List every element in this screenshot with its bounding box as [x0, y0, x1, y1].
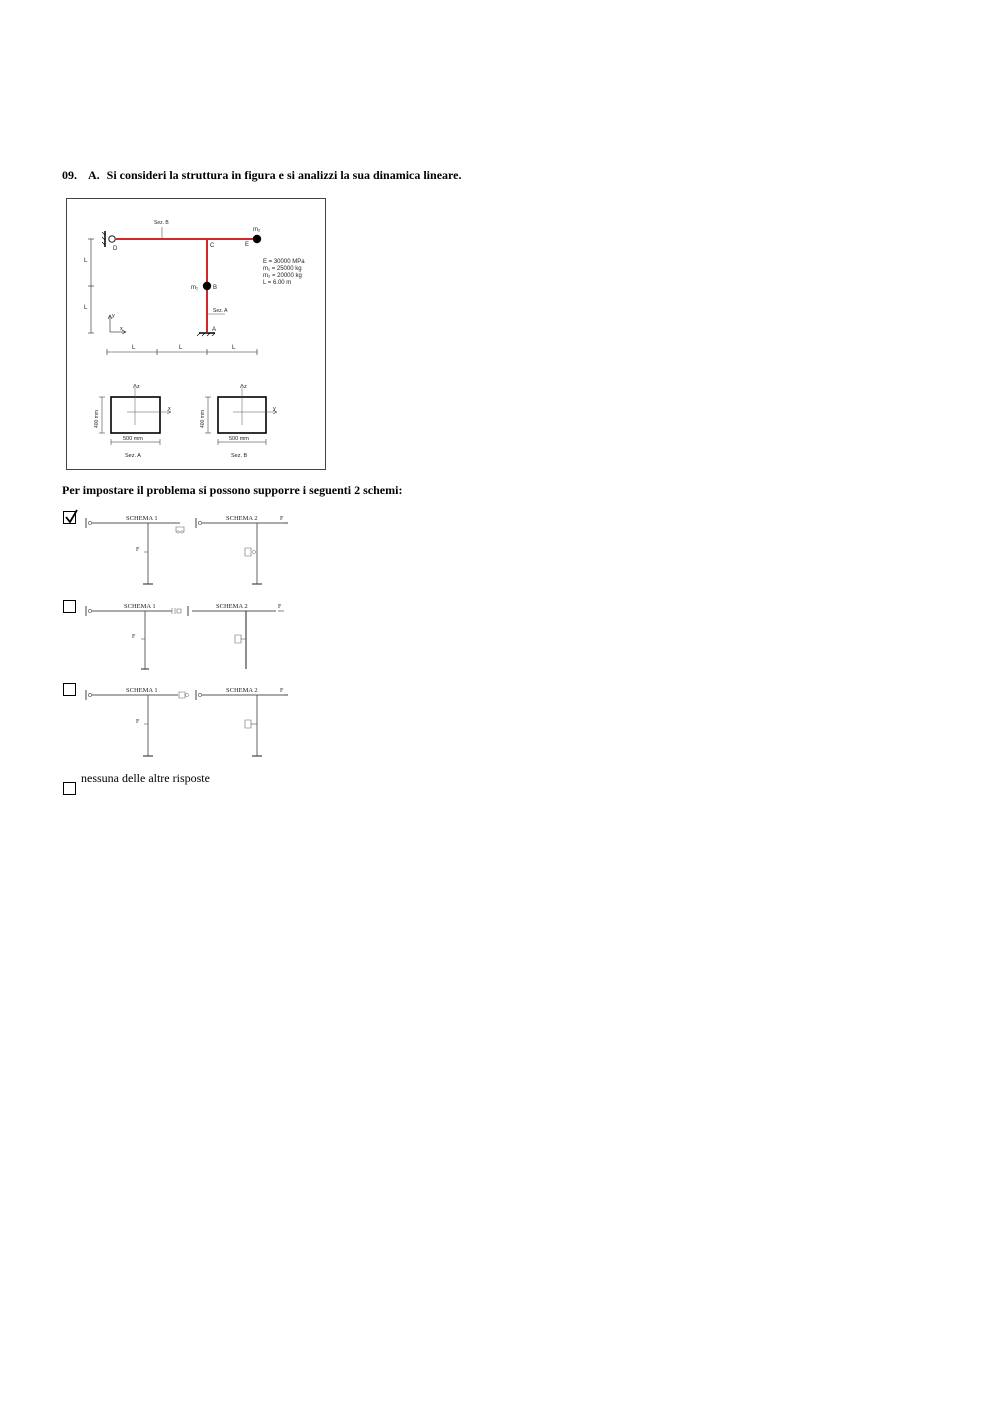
param-e: E = 30000 MPa: [263, 259, 305, 265]
mass-m2: [253, 235, 261, 243]
option-3-scheme-1-title: SCHEMA 1: [126, 687, 158, 694]
sez-a-label: Sez. A: [213, 308, 228, 314]
sec-a-axis-x: x: [168, 406, 171, 412]
option-1-schemes: [84, 510, 294, 590]
axis-x-label: x: [120, 326, 123, 332]
option-2-schemes: [84, 598, 294, 673]
dim-l-vertical-2: L: [84, 305, 88, 311]
node-e-label: E: [245, 242, 250, 248]
option-3-force-label-1: F: [136, 719, 140, 725]
dim-l-horizontal-2: L: [179, 345, 183, 351]
option-1-force-label-2: F: [280, 516, 284, 522]
checkmark-icon: [62, 507, 80, 525]
question-letter: A.: [88, 168, 100, 182]
question-title: [62, 168, 461, 183]
question-text: Si consideri la struttura in figura e si analizzi la sua dinamica lineare.: [106, 168, 462, 182]
sec-a-axis-z: z: [137, 384, 140, 390]
option-2-scheme-2-title: SCHEMA 2: [216, 603, 248, 610]
fixed-support-a: [197, 333, 215, 336]
param-l: L = 6.00 m: [263, 280, 292, 286]
axes-xy-icon: [108, 315, 126, 334]
param-m1: m₁ = 25000 kg: [263, 266, 302, 272]
param-m2: m₂ = 20000 kg: [263, 273, 302, 279]
option-1-force-label-1: F: [136, 547, 140, 553]
option-2-checkbox[interactable]: [63, 600, 76, 613]
option-1-scheme-1-title: SCHEMA 1: [126, 515, 158, 522]
vertical-dimension: [88, 239, 94, 333]
sec-a-height: 400 mm: [94, 409, 100, 428]
option-3-schemes: [84, 682, 294, 762]
m1-label: m₁: [191, 285, 199, 291]
question-number: 09.: [62, 168, 77, 182]
sec-b-height: 400 mm: [200, 409, 206, 428]
option-3-checkbox[interactable]: [63, 683, 76, 696]
node-b-label: B: [213, 285, 218, 291]
option-4-checkbox[interactable]: [63, 782, 76, 795]
dim-l-vertical-1: L: [84, 258, 88, 264]
sec-b-axis-z: z: [244, 384, 247, 390]
option-3-force-label-2: F: [280, 688, 284, 694]
option-1-checkbox[interactable]: [63, 511, 76, 524]
node-d-label: D: [113, 246, 118, 252]
option-4-text: nessuna delle altre risposte: [81, 771, 210, 785]
sec-b-caption: Sez. B: [231, 453, 248, 459]
m2-label: m₂: [253, 227, 261, 233]
dim-l-horizontal-3: L: [232, 345, 236, 351]
structure-diagram: [67, 199, 325, 469]
dim-l-horizontal-1: L: [132, 345, 136, 351]
hinge-support-d: [102, 231, 115, 247]
sec-b-axis-y: y: [273, 406, 276, 412]
sec-a-caption: Sez. A: [125, 453, 141, 459]
mass-m1: [203, 282, 211, 290]
option-2-force-label-2: F: [278, 604, 282, 610]
structure-figure: [66, 198, 326, 470]
sec-a-width: 500 mm: [123, 436, 143, 442]
option-2-force-label-1: F: [132, 634, 136, 640]
options-intro: Per impostare il problema si possono supporre i seguenti 2 schemi:: [62, 483, 403, 497]
sec-b-width: 500 mm: [229, 436, 249, 442]
node-a-label: A: [212, 327, 217, 333]
sez-b-label: Sez. B: [154, 220, 169, 226]
axis-y-label: y: [112, 313, 115, 319]
node-c-label: C: [210, 243, 215, 249]
option-3-scheme-2-title: SCHEMA 2: [226, 687, 258, 694]
option-2-scheme-1-title: SCHEMA 1: [124, 603, 156, 610]
option-1-scheme-2-title: SCHEMA 2: [226, 515, 258, 522]
